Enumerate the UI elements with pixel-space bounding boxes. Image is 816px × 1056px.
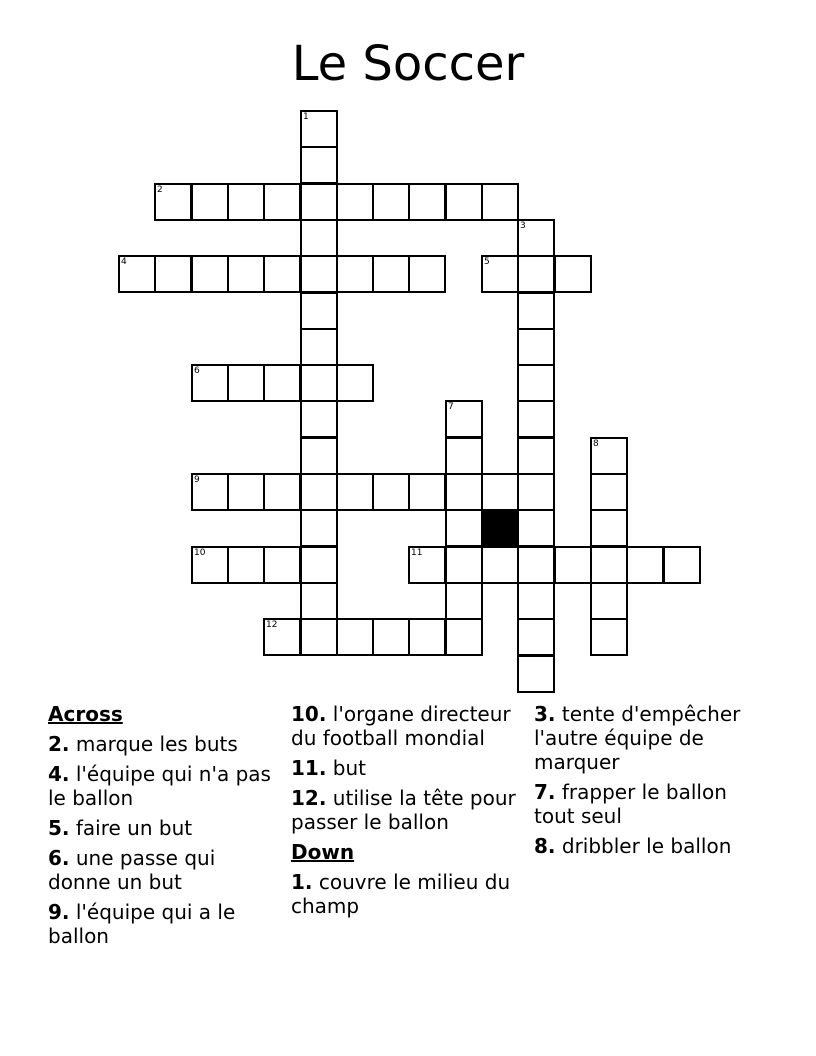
grid-cell[interactable] bbox=[300, 618, 338, 656]
clue-down-3: 3. tente d'empêcher l'autre équipe de marquer bbox=[534, 702, 741, 774]
clue-across-2: 2. marque les buts bbox=[48, 732, 238, 756]
grid-cell[interactable] bbox=[481, 473, 519, 511]
grid-cell[interactable] bbox=[300, 328, 338, 366]
grid-cell[interactable] bbox=[590, 509, 628, 547]
clue-number: 6 bbox=[194, 366, 200, 376]
grid-cell[interactable] bbox=[663, 546, 701, 584]
grid-cell[interactable] bbox=[517, 219, 555, 257]
grid-cell[interactable] bbox=[118, 255, 156, 293]
grid-cell[interactable] bbox=[590, 582, 628, 620]
grid-cell[interactable] bbox=[300, 509, 338, 547]
clue-across-5: 5. faire un but bbox=[48, 816, 193, 840]
grid-cell[interactable] bbox=[517, 473, 555, 511]
grid-cell[interactable] bbox=[372, 183, 410, 221]
grid-cell[interactable] bbox=[445, 618, 483, 656]
grid-cell[interactable] bbox=[300, 219, 338, 257]
grid-cell[interactable] bbox=[336, 364, 374, 402]
grid-cell[interactable] bbox=[626, 546, 664, 584]
grid-cell[interactable] bbox=[372, 473, 410, 511]
grid-cell[interactable] bbox=[517, 582, 555, 620]
clues-column-1 bbox=[48, 702, 278, 954]
clue-number: 7 bbox=[448, 402, 454, 412]
grid-cell[interactable] bbox=[590, 473, 628, 511]
grid-cell[interactable] bbox=[517, 618, 555, 656]
grid-cell[interactable] bbox=[445, 582, 483, 620]
grid-cell[interactable] bbox=[300, 400, 338, 438]
grid-cell[interactable] bbox=[517, 546, 555, 584]
grid-cell[interactable] bbox=[517, 400, 555, 438]
grid-cell[interactable] bbox=[445, 183, 483, 221]
grid-cell[interactable] bbox=[408, 473, 446, 511]
grid-cell[interactable] bbox=[445, 473, 483, 511]
grid-cell[interactable] bbox=[300, 255, 338, 293]
clue-across-9: 9. l'équipe qui a le ballon bbox=[48, 900, 236, 948]
clue-number: 11 bbox=[411, 548, 423, 558]
puzzle-title: Le Soccer bbox=[291, 36, 525, 92]
grid-cell[interactable] bbox=[554, 546, 592, 584]
clue-number: 3 bbox=[520, 221, 526, 231]
grid-cell[interactable] bbox=[590, 546, 628, 584]
grid-cell[interactable] bbox=[408, 255, 446, 293]
grid-cell[interactable] bbox=[300, 473, 338, 511]
grid-cell[interactable] bbox=[554, 255, 592, 293]
grid-cell[interactable] bbox=[191, 546, 229, 584]
clue-number: 12 bbox=[266, 620, 278, 630]
grid-cell[interactable] bbox=[408, 618, 446, 656]
grid-cell[interactable] bbox=[336, 618, 374, 656]
clue-down-1: 1. couvre le milieu du champ bbox=[291, 870, 511, 918]
grid-cell[interactable] bbox=[191, 183, 229, 221]
clues-column-2 bbox=[291, 702, 526, 924]
grid-cell[interactable] bbox=[408, 183, 446, 221]
grid-cell[interactable] bbox=[517, 509, 555, 547]
grid-cell[interactable] bbox=[227, 546, 265, 584]
grid-cell[interactable] bbox=[300, 292, 338, 330]
grid-cell[interactable] bbox=[590, 618, 628, 656]
grid-cell[interactable] bbox=[590, 437, 628, 475]
grid-cell[interactable] bbox=[372, 618, 410, 656]
grid-cell[interactable] bbox=[300, 364, 338, 402]
grid-cell[interactable] bbox=[154, 255, 192, 293]
clue-number: 10 bbox=[194, 548, 206, 558]
grid-cell[interactable] bbox=[517, 655, 555, 693]
clues-column-3 bbox=[534, 702, 764, 864]
clue-down-7: 7. frapper le ballon tout seul bbox=[534, 780, 727, 828]
clue-down-8: 8. dribbler le ballon bbox=[534, 834, 732, 858]
grid-cell[interactable] bbox=[336, 183, 374, 221]
grid-cell[interactable] bbox=[300, 582, 338, 620]
clue-number: 4 bbox=[121, 257, 127, 267]
grid-cell[interactable] bbox=[517, 255, 555, 293]
grid-cell[interactable] bbox=[372, 255, 410, 293]
clue-number: 2 bbox=[157, 185, 163, 195]
clue-across-11: 11. but bbox=[291, 756, 367, 780]
grid-cell[interactable] bbox=[263, 618, 301, 656]
grid-cell[interactable] bbox=[263, 183, 301, 221]
grid-cell[interactable] bbox=[263, 546, 301, 584]
grid-cell[interactable] bbox=[445, 546, 483, 584]
black-square bbox=[481, 509, 519, 547]
grid-cell[interactable] bbox=[481, 546, 519, 584]
grid-cell[interactable] bbox=[517, 328, 555, 366]
grid-cell[interactable] bbox=[445, 509, 483, 547]
clue-across-6: 6. une passe qui donne un but bbox=[48, 846, 216, 894]
grid-cell[interactable] bbox=[227, 473, 265, 511]
clue-number: 8 bbox=[593, 439, 599, 449]
grid-cell[interactable] bbox=[191, 255, 229, 293]
across-heading: Across bbox=[48, 702, 123, 726]
grid-cell[interactable] bbox=[300, 110, 338, 148]
clue-across-10: 10. l'organe directeur du football mondial bbox=[291, 702, 511, 750]
down-heading: Down bbox=[291, 840, 355, 864]
clue-number: 9 bbox=[194, 475, 200, 485]
grid-cell[interactable] bbox=[445, 400, 483, 438]
grid-cell[interactable] bbox=[263, 364, 301, 402]
grid-cell[interactable] bbox=[300, 146, 338, 184]
grid-cell[interactable] bbox=[263, 473, 301, 511]
grid-cell[interactable] bbox=[481, 183, 519, 221]
grid-cell[interactable] bbox=[408, 546, 446, 584]
clue-across-12: 12. utilise la tête pour passer le ballon bbox=[291, 786, 516, 834]
grid-cell[interactable] bbox=[263, 255, 301, 293]
grid-cell[interactable] bbox=[191, 364, 229, 402]
grid-cell[interactable] bbox=[227, 255, 265, 293]
grid-cell[interactable] bbox=[517, 437, 555, 475]
grid-cell[interactable] bbox=[445, 437, 483, 475]
clue-across-4: 4. l'équipe qui n'a pas le ballon bbox=[48, 762, 271, 810]
grid-cell[interactable] bbox=[336, 473, 374, 511]
grid-cell[interactable] bbox=[191, 473, 229, 511]
grid-cell[interactable] bbox=[300, 183, 338, 221]
grid-cell[interactable] bbox=[300, 546, 338, 584]
grid-cell[interactable] bbox=[517, 292, 555, 330]
grid-cell[interactable] bbox=[336, 255, 374, 293]
grid-cell[interactable] bbox=[481, 255, 519, 293]
grid-cell[interactable] bbox=[154, 183, 192, 221]
clue-number: 5 bbox=[484, 257, 490, 267]
grid-cell[interactable] bbox=[517, 364, 555, 402]
grid-cell[interactable] bbox=[227, 364, 265, 402]
grid-cell[interactable] bbox=[300, 437, 338, 475]
grid-cell[interactable] bbox=[227, 183, 265, 221]
clue-number: 1 bbox=[303, 112, 309, 122]
